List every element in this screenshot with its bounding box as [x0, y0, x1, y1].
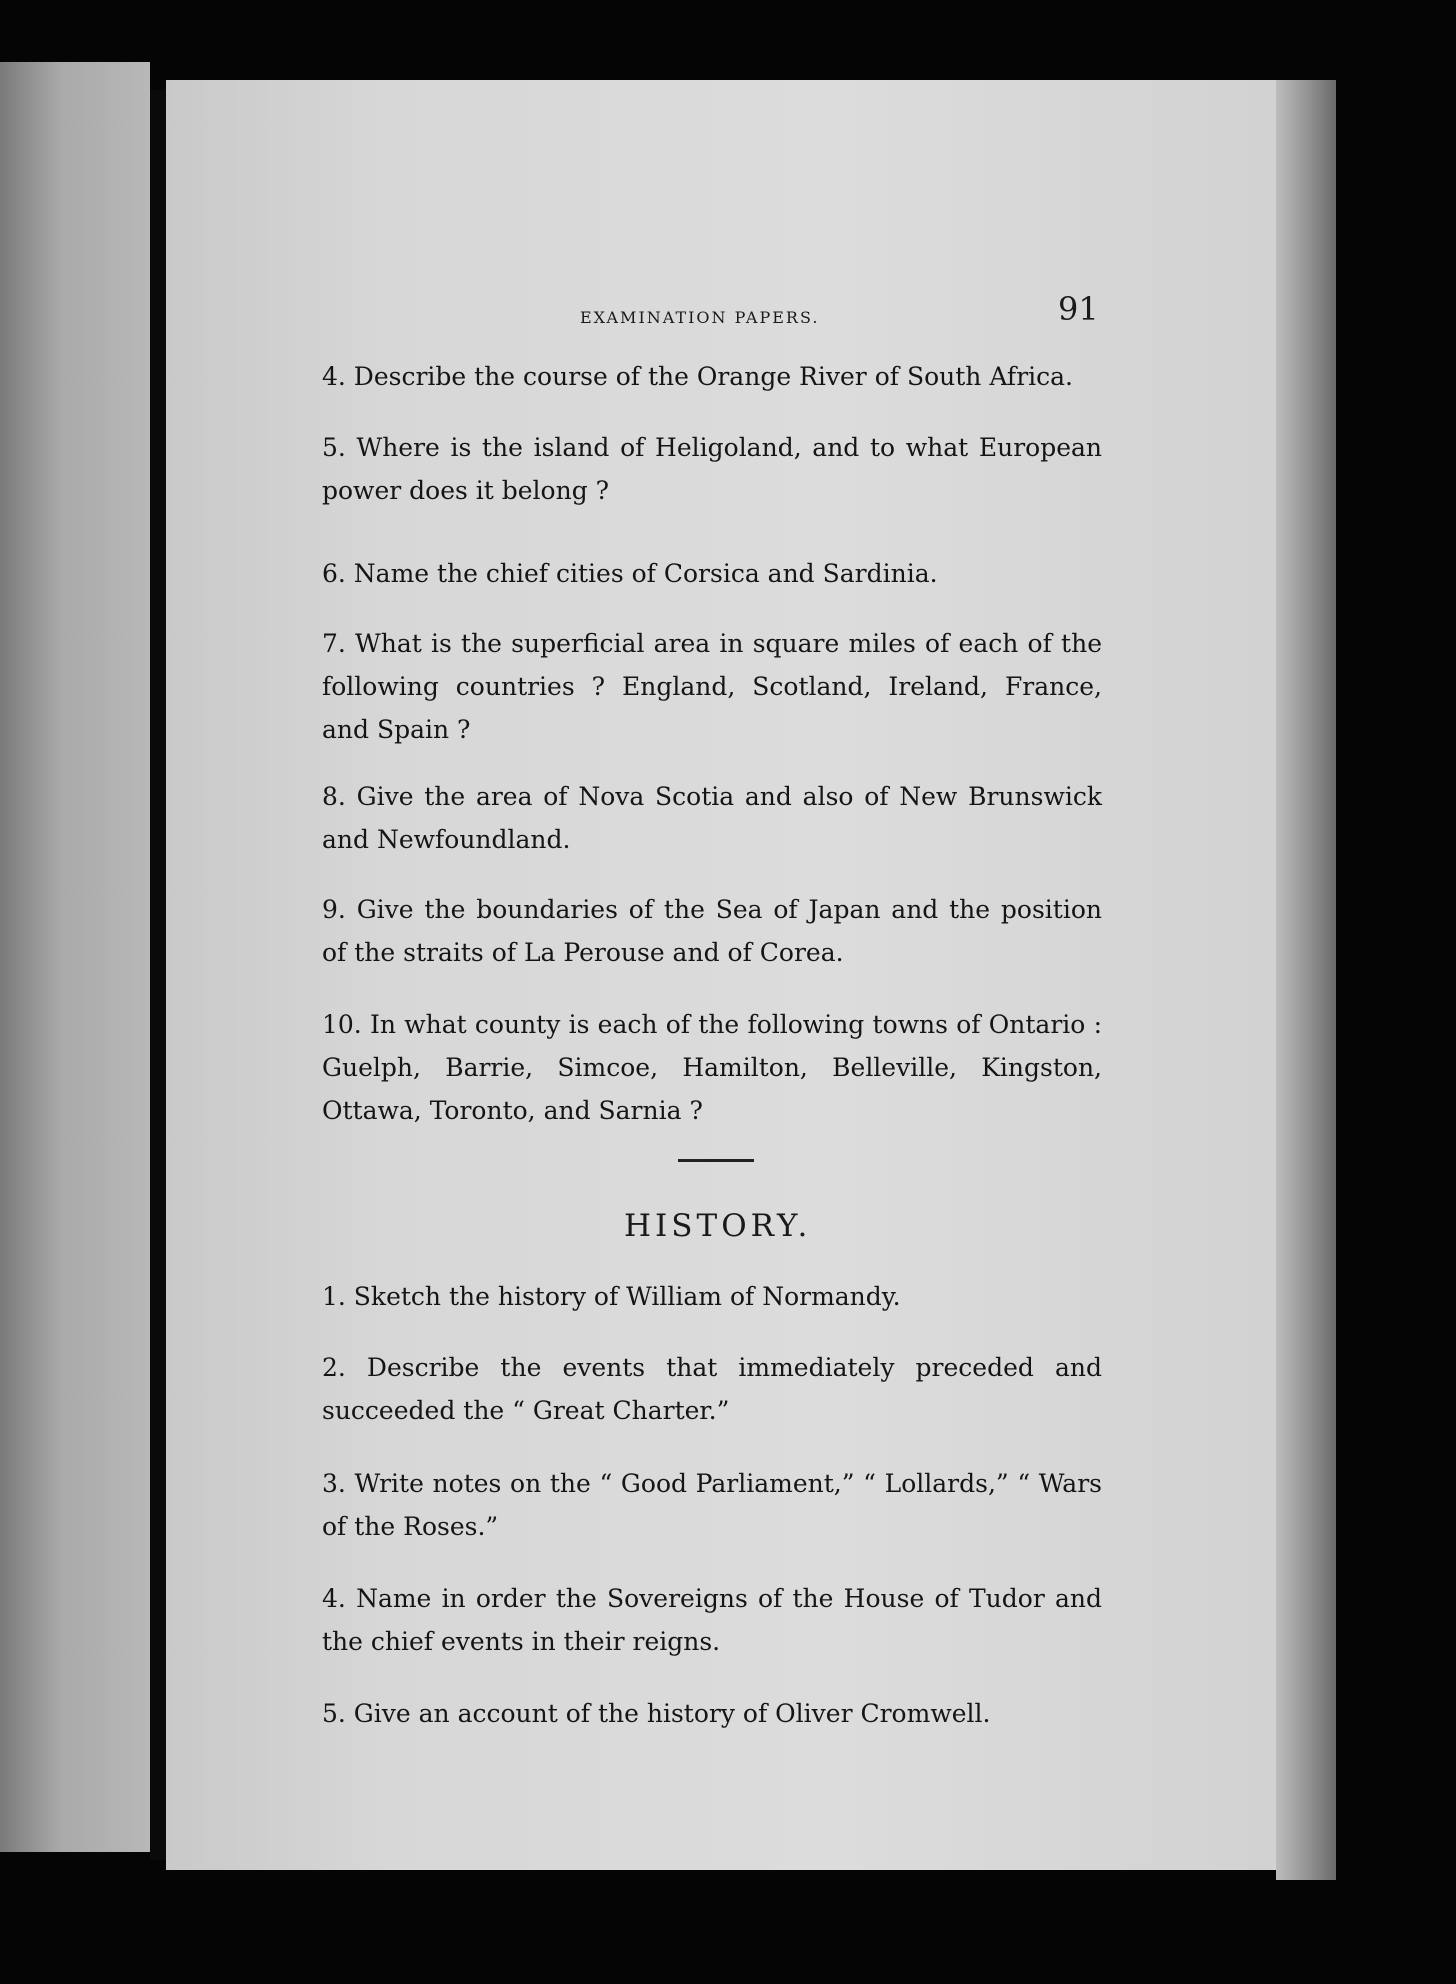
question-9-geography: 9. Give the boundaries of the Sea of Japan and the position of the straits of La Perouse and of Corea.	[322, 895, 1102, 967]
book-gutter	[150, 90, 166, 1860]
page-number: 91	[1058, 290, 1099, 328]
running-title: EXAMINATION PAPERS.	[580, 308, 820, 327]
question-10-geography: 10. In what county is each of the following towns of Ontario : Guelph, Barrie, Simcoe, Hamilton, Belleville, Kingston, Ottawa, Toronto, and Sarnia ?	[322, 1010, 1102, 1125]
question-6-geography: 6. Name the chief cities of Corsica and Sardinia.	[322, 559, 938, 588]
history-question-1: 1. Sketch the history of William of Normandy.	[322, 1282, 901, 1311]
history-heading: HISTORY.	[624, 1208, 812, 1244]
history-question-5: 5. Give an account of the history of Oliver Cromwell.	[322, 1699, 991, 1728]
facing-page	[0, 62, 150, 1852]
history-question-2: 2. Describe the events that immediately preceded and succeeded the “ Great Charter.”	[322, 1353, 1102, 1425]
history-question-4: 4. Name in order the Sovereigns of the House of Tudor and the chief events in their reigns.	[322, 1584, 1102, 1656]
section-divider	[678, 1159, 754, 1162]
history-question-3: 3. Write notes on the “ Good Parliament,” “ Lollards,” “ Wars of the Roses.”	[322, 1469, 1102, 1541]
question-4-geography: 4. Describe the course of the Orange River of South Africa.	[322, 362, 1073, 391]
question-5-geography: 5. Where is the island of Heligoland, and to what European power does it belong ?	[322, 433, 1102, 505]
page-edge	[1276, 80, 1336, 1880]
question-8-geography: 8. Give the area of Nova Scotia and also of New Brunswick and Newfoundland.	[322, 782, 1102, 854]
question-7-geography: 7. What is the superficial area in square miles of each of the following countries ? England, Scotland, Ireland, France, and Spain ?	[322, 629, 1102, 744]
